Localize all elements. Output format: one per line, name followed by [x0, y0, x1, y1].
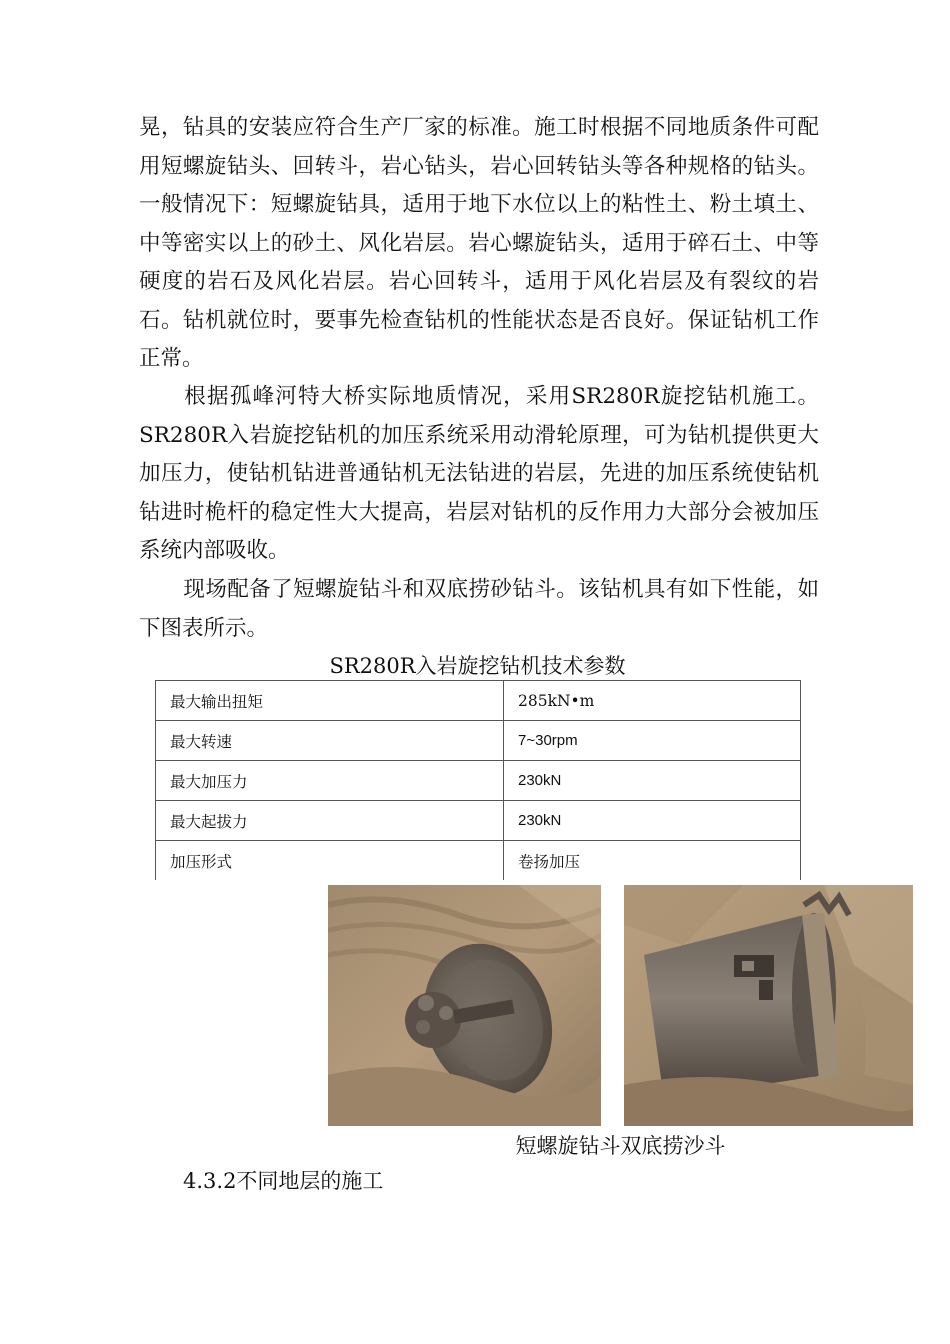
table-cell-label: 最大输出扭矩 — [156, 681, 504, 721]
paragraph-equipment — [139, 571, 819, 648]
section-heading: 4.3.2不同地层的施工 — [183, 1169, 384, 1193]
table-cell-value: 卷扬加压 — [504, 841, 801, 881]
double-bottom-bucket-photo — [624, 885, 913, 1126]
spec-table — [155, 680, 801, 880]
paragraph-sr280r-text: 根据孤峰河特大桥实际地质情况，采用SR280R旋挖钻机施工。SR280R入岩旋挖钻机的加压系统采用动滑轮原理，可为钻机提供更大加压力，使钻机钻进普通钻机无法钻进的岩层，先进的加压系统使钻机钻进时桅杆的稳定性大大提高，岩层对钻机的反作用力大部分会被加压系统内部吸收。 — [139, 384, 819, 563]
table-row — [156, 681, 801, 721]
table-cell-value: 230kN — [504, 761, 801, 801]
table-row — [156, 801, 801, 841]
table-row — [156, 841, 801, 881]
table-cell-label: 最大加压力 — [156, 761, 504, 801]
table-cell-label: 最大转速 — [156, 721, 504, 761]
short-auger-bucket-photo — [328, 885, 601, 1126]
paragraph-sr280r-intro — [139, 378, 819, 571]
table-cell-label: 加压形式 — [156, 841, 504, 881]
figure-caption: 短螺旋钻斗双底捞沙斗 — [515, 1134, 726, 1158]
paragraph-drill-tools: 晃，钻具的安装应符合生产厂家的标准。施工时根据不同地质条件可配用短螺旋钻头、回转斗，岩心钻头，岩心回转钻头等各种规格的钻头。一般情况下：短螺旋钻具，适用于地下水位以上的粘性土、粉土填土、中等密实以上的砂土、风化岩层。岩心螺旋钻头，适用于碎石土、中等硬度的岩石及风化岩层。岩心回转斗，适用于风化岩层及有裂纹的岩石。钻机就位时，要事先检查钻机的性能状态是否良好。保证钻机工作正常。 — [139, 115, 819, 371]
table-cell-value: 285kN•m — [504, 681, 801, 721]
table-cell-value: 7~30rpm — [504, 721, 801, 761]
table-cell-label: 最大起拔力 — [156, 801, 504, 841]
table-row — [156, 721, 801, 761]
table-row — [156, 761, 801, 801]
table-title: SR280R入岩旋挖钻机技术参数 — [329, 654, 626, 678]
paragraph-equipment-text: 现场配备了短螺旋钻斗和双底捞砂钻斗。该钻机具有如下性能，如下图表所示。 — [139, 577, 819, 641]
table-cell-value: 230kN — [504, 801, 801, 841]
